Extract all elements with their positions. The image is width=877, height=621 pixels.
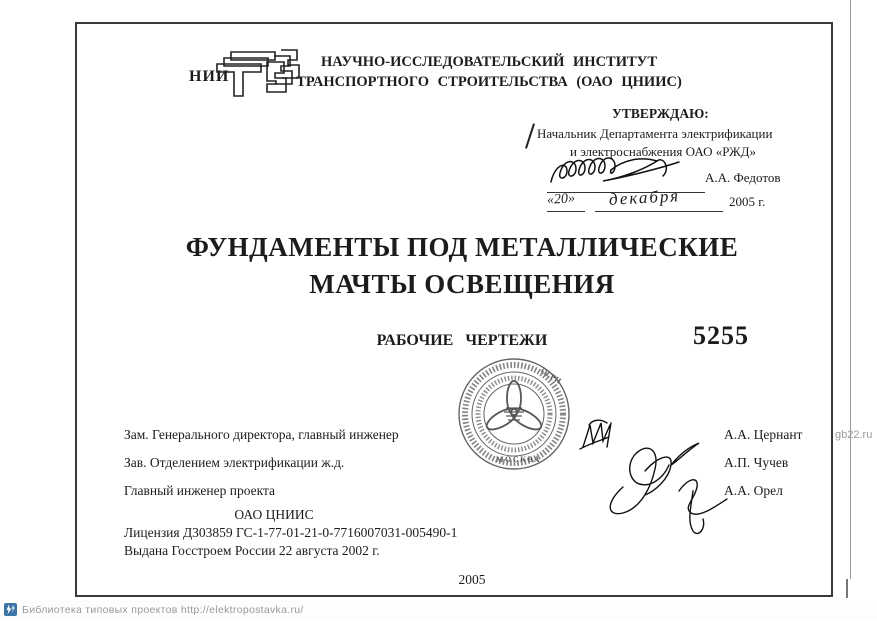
date-day-line xyxy=(547,211,585,212)
signatory-name: А.А. Цернант xyxy=(724,427,803,442)
approver-name: А.А. Федотов xyxy=(705,170,781,185)
site-watermark: gb22.ru xyxy=(835,429,873,441)
logo-abbr: НИИ xyxy=(189,68,230,85)
approval-line1: Начальник Департамента электрификации xyxy=(537,126,773,141)
signatory-role: Главный инженер проекта xyxy=(124,483,276,498)
footer-bar xyxy=(0,600,877,620)
signatory-signatures xyxy=(575,399,735,539)
signatory-role: Зав. Отделением электрификации ж.д. xyxy=(124,455,345,470)
document-title-line1: ФУНДАМЕНТЫ ПОД МЕТАЛЛИЧЕСКИЕ xyxy=(185,232,739,262)
footer-library-link[interactable]: Библиотека типовых проектов http://elektropostavka.ru/ xyxy=(22,604,304,616)
document-title xyxy=(117,229,807,303)
signatory-name: А.А. Орел xyxy=(724,483,783,498)
lightning-bolt-icon xyxy=(4,603,17,616)
approval-heading: УТВЕРЖДАЮ: xyxy=(612,106,709,121)
date-month-line xyxy=(595,211,723,212)
approval-date-year: 2005 г. xyxy=(729,194,766,209)
license-issued: Выдана Госстроем России 22 августа 2002 г. xyxy=(124,543,380,558)
approval-slash-mark xyxy=(525,123,534,148)
stamp-trefoil-emblem xyxy=(484,381,545,434)
institute-name xyxy=(284,52,694,92)
signatory-role: Зам. Генерального директора, главный инженер xyxy=(124,427,399,442)
round-stamp-icon xyxy=(454,354,574,474)
approval-date-month: декабря xyxy=(608,186,681,209)
document-year: 2005 xyxy=(458,572,486,587)
stamp-ogrn-label: ОГРН xyxy=(538,366,563,386)
scan-page-edge xyxy=(850,0,851,579)
organization-name: ОАО ЦНИИС xyxy=(234,507,314,522)
stamp-city-label: МОСКВА xyxy=(496,455,542,464)
approval-line2: и электроснабжения ОАО «РЖД» xyxy=(570,144,757,159)
signatory-name: А.П. Чучев xyxy=(724,455,789,470)
document-subtitle: РАБОЧИЕ ЧЕРТЕЖИ xyxy=(376,332,548,349)
document-title-line2: МАЧТЫ ОСВЕЩЕНИЯ xyxy=(309,269,615,299)
institute-name-line2: ТРАНСПОРТНОГО СТРОИТЕЛЬСТВА (ОАО ЦНИИС) xyxy=(296,74,682,90)
license-number: Лицензия Д303859 ГС-1-77-01-21-0-7716007031-005490-1 xyxy=(124,525,458,540)
approval-date-day: «20» xyxy=(546,191,576,208)
project-number: 5255 xyxy=(693,321,749,350)
institute-name-line1: НАУЧНО-ИССЛЕДОВАТЕЛЬСКИЙ ИНСТИТУТ xyxy=(320,54,657,70)
scan-page-edge-bottom xyxy=(846,579,848,598)
document-page xyxy=(75,22,833,597)
